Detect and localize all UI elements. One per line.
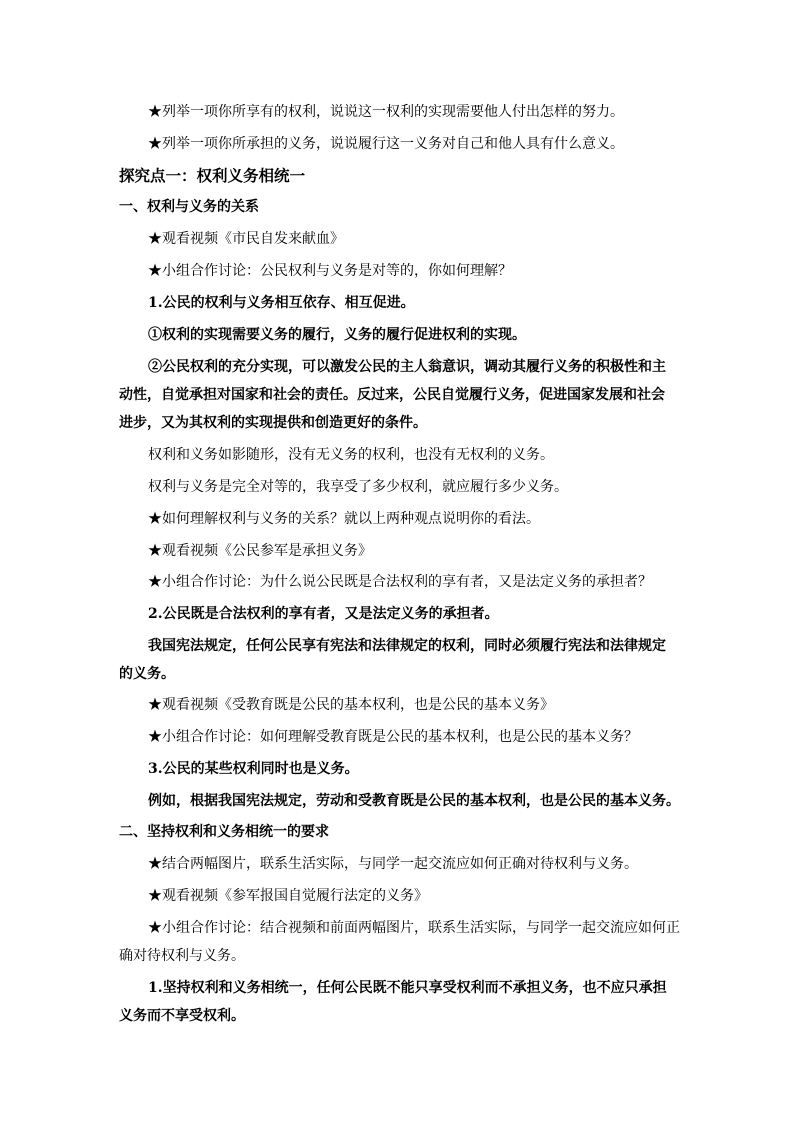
video-prompt-military: ★观看视频《公民参军是承担义务》 (148, 543, 372, 559)
video-prompt-education: ★观看视频《受教育既是公民的基本权利，也是公民的基本义务》 (148, 697, 554, 713)
point-3-body: 例如，根据我国宪法规定，劳动和受教育既是公民的基本权利，也是公民的基本义务。 (148, 793, 680, 809)
requirement-1-line-1: 1.坚持权利和义务相统一，任何公民既不能只享受权利而不承担义务，也不应只承担 (148, 980, 667, 996)
point-1-sub-1: ①权利的实现需要义务的履行，义务的履行促进权利的实现。 (148, 327, 526, 343)
point-2-body-line-2: 的义务。 (119, 666, 175, 682)
point-2-heading: 2.公民既是合法权利的享有者，又是法定义务的承担者。 (148, 606, 499, 622)
discussion-prompt-2: ★小组合作讨论：为什么说公民既是合法权利的享有者，又是法定义务的承担者？ (148, 574, 652, 590)
discussion-prompt-3: ★小组合作讨论：如何理解受教育既是公民的基本权利，也是公民的基本义务？ (148, 729, 638, 745)
viewpoint-question: ★如何理解权利与义务的关系？就以上两种观点说明你的看法。 (148, 511, 540, 527)
activity-duties-prompt: ★列举一项你所承担的义务，说说履行这一义务对自己和他人具有什么意义。 (148, 136, 624, 152)
subheading-relationship: 一、权利与义务的关系 (119, 199, 259, 215)
requirement-1-line-2: 义务而不享受权利。 (119, 1008, 245, 1024)
activity-rights-prompt: ★列举一项你所享有的权利，说说这一权利的实现需要他人付出怎样的努力。 (148, 104, 624, 120)
discussion-prompt-4-line-2: 确对待权利与义务。 (119, 948, 245, 964)
video-prompt-enlistment: ★观看视频《参军报国自觉履行法定的义务》 (148, 888, 428, 904)
subheading-requirements: 二、坚持权利和义务相统一的要求 (119, 824, 329, 840)
discussion-prompt-4-line-1: ★小组合作讨论：结合视频和前面两幅图片，联系生活实际，与同学一起交流应如何正 (148, 920, 680, 936)
image-prompt: ★结合两幅图片，联系生活实际，与同学一起交流应如何正确对待权利与义务。 (148, 856, 638, 872)
point-1-sub-2-line-3: 进步，又为其权利的实现提供和创造更好的条件。 (119, 415, 427, 431)
point-3-heading: 3.公民的某些权利同时也是义务。 (148, 761, 359, 777)
point-1-sub-2-line-2: 动性，自觉承担对国家和社会的责任。反过来，公民自觉履行义务，促进国家发展和社会 (119, 387, 665, 403)
section-heading-explore-1: 探究点一：权利义务相统一 (119, 166, 306, 185)
point-2-body-line-1: 我国宪法规定，任何公民享有宪法和法律规定的权利，同时必须履行宪法和法律规定 (148, 638, 666, 654)
video-prompt-blood-donation: ★观看视频《市民自发来献血》 (148, 231, 344, 247)
point-1-sub-2-line-1: ②公民权利的充分实现，可以激发公民的主人翁意识，调动其履行义务的积极性和主 (148, 359, 666, 375)
discussion-prompt-1: ★小组合作讨论：公民权利与义务是对等的，你如何理解？ (148, 263, 512, 279)
point-1-heading: 1.公民的权利与义务相互依存、相互促进。 (148, 295, 415, 311)
viewpoint-1: 权利和义务如影随形，没有无义务的权利，也没有无权利的义务。 (148, 447, 554, 463)
viewpoint-2: 权利与义务是完全对等的，我享受了多少权利，就应履行多少义务。 (148, 479, 568, 495)
